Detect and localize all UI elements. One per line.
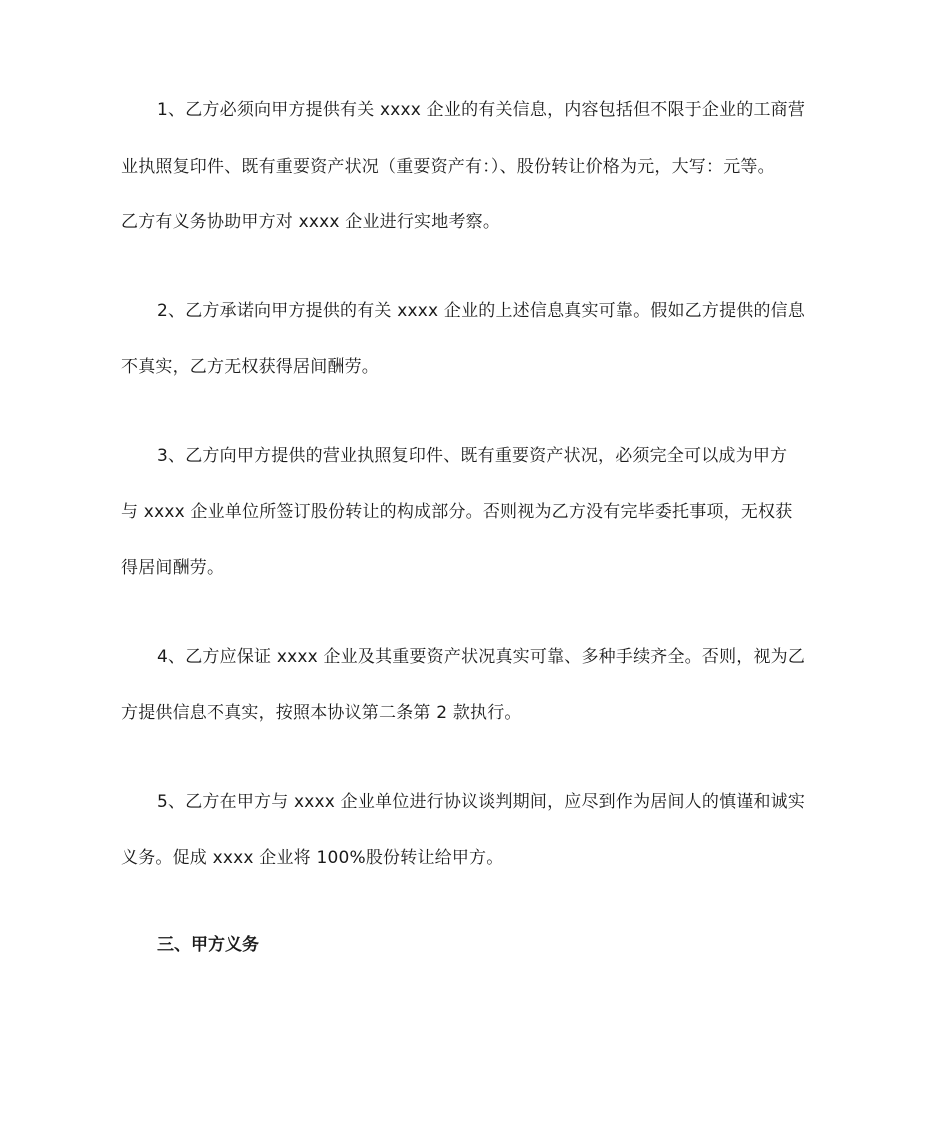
paragraph-3-line-2: 与 xxxx 企业单位所签订股份转让的构成部分。否则视为乙方没有完毕委托事项，无权获: [121, 502, 793, 522]
paragraph-1-line-3: 乙方有义务协助甲方对 xxxx 企业进行实地考察。: [121, 212, 501, 232]
paragraph-1-line-2: 业执照复印件、既有重要资产状况（重要资产有：）、股份转让价格为元，大写：元等。: [121, 157, 775, 177]
paragraph-5-line-2: 义务。促成 xxxx 企业将 100%股份转让给甲方。: [121, 848, 504, 868]
paragraph-3-line-1: 3、乙方向甲方提供的营业执照复印件、既有重要资产状况，必须完全可以成为甲方: [157, 446, 788, 466]
paragraph-4-line-1: 4、乙方应保证 xxxx 企业及其重要资产状况真实可靠、多种手续齐全。否则，视为乙: [157, 647, 806, 667]
paragraph-4-line-2: 方提供信息不真实，按照本协议第二条第 2 款执行。: [121, 703, 522, 723]
paragraph-5-line-1: 5、乙方在甲方与 xxxx 企业单位进行协议谈判期间，应尽到作为居间人的慎谨和诚实: [157, 792, 806, 812]
paragraph-3-line-3: 得居间酬劳。: [121, 558, 225, 578]
paragraph-2-line-1: 2、乙方承诺向甲方提供的有关 xxxx 企业的上述信息真实可靠。假如乙方提供的信息: [157, 301, 806, 321]
paragraph-2-line-2: 不真实，乙方无权获得居间酬劳。: [121, 357, 379, 377]
section-heading: 三、甲方义务: [157, 935, 259, 955]
paragraph-1-line-1: 1、乙方必须向甲方提供有关 xxxx 企业的有关信息，内容包括但不限于企业的工商营: [157, 100, 806, 120]
